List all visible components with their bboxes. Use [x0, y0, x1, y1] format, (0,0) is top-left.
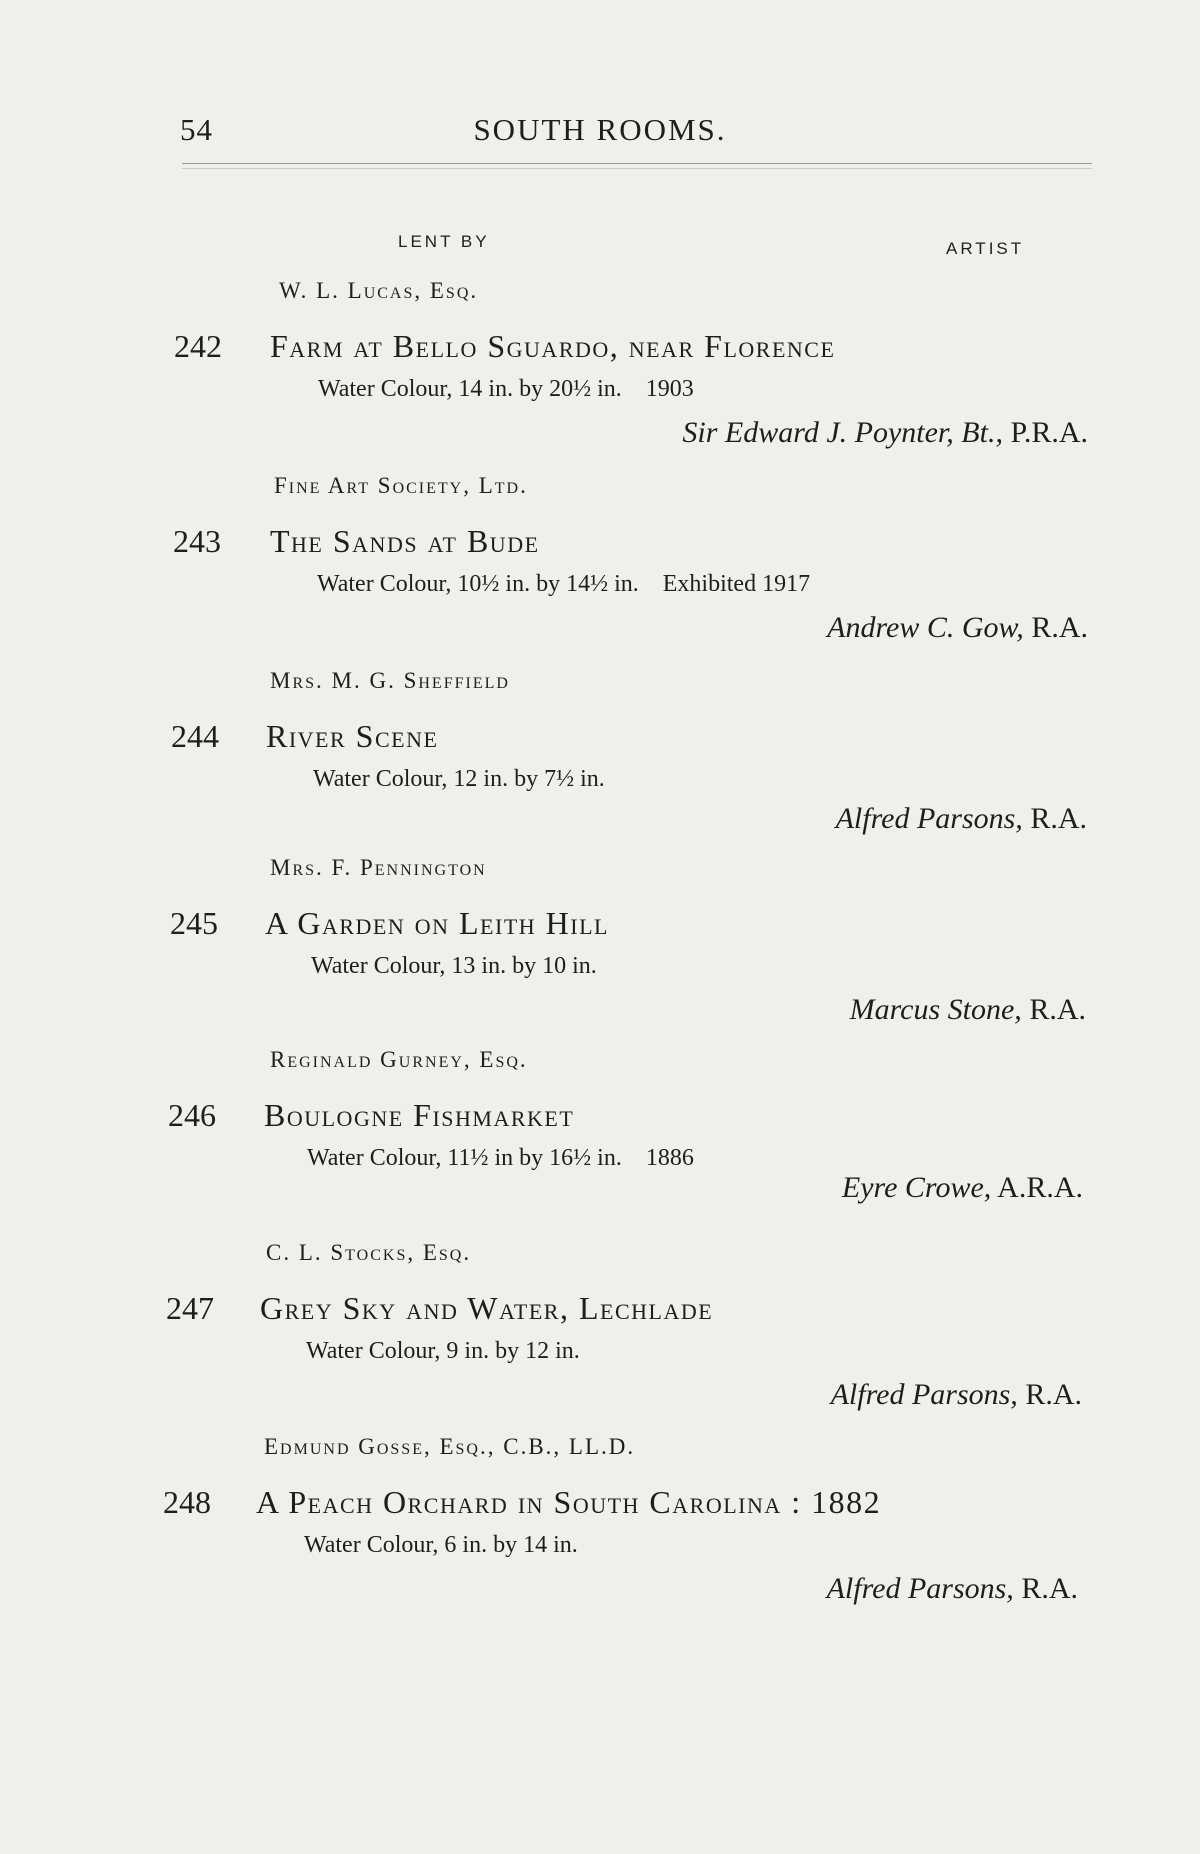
entry-title: River Scene: [266, 718, 439, 754]
artist-credit: [827, 1572, 1078, 1606]
artist-name: Alfred Parsons,: [826, 1572, 1014, 1605]
artist-credit: [827, 611, 1088, 645]
artist-name: Marcus Stone,: [849, 993, 1022, 1026]
lender: C. L. Stocks, Esq.: [266, 1240, 472, 1265]
note: 1886: [645, 1145, 694, 1171]
entry-details: [317, 571, 810, 598]
entry-title: Boulogne Fishmarket: [264, 1097, 575, 1133]
artist-credit: [831, 1378, 1082, 1412]
entry-number: 246: [168, 1097, 216, 1133]
artist-credit: [842, 1171, 1083, 1205]
entry-title: Grey Sky and Water, Lechlade: [260, 1290, 714, 1326]
artist-name: Andrew C. Gow,: [827, 611, 1024, 644]
artist-heading: ARTIST: [946, 239, 1025, 258]
artist-name: Alfred Parsons,: [835, 802, 1023, 835]
running-head: SOUTH ROOMS.: [473, 112, 727, 147]
catalogue-entry: [0, 1240, 1200, 1420]
catalogue-entry: [0, 278, 1200, 458]
catalogue-entry: [0, 1047, 1200, 1227]
entry-details: [306, 1338, 580, 1365]
entry-number: 244: [171, 718, 219, 754]
lender: Edmund Gosse, Esq., C.B., LL.D.: [264, 1434, 636, 1459]
entry-number: 245: [170, 905, 218, 941]
artist-credit: [850, 993, 1086, 1027]
artist-title: R.A.: [1030, 802, 1087, 835]
lender: Mrs. F. Pennington: [270, 855, 487, 880]
header-rule-faint: [182, 168, 1092, 169]
catalogue-entry: [0, 668, 1200, 848]
entry-title: The Sands at Bude: [270, 523, 540, 559]
artist-title: R.A.: [1031, 611, 1088, 644]
entry-details: [307, 1145, 694, 1172]
artist-title: R.A.: [1021, 1572, 1078, 1605]
catalogue-entry: [0, 473, 1200, 653]
page-number: 54: [180, 112, 213, 147]
entry-number: 242: [174, 328, 222, 364]
entry-details: [313, 766, 605, 793]
artist-name: Eyre Crowe,: [841, 1171, 992, 1204]
medium: Water Colour, 14 in. by 20½ in.: [318, 376, 622, 402]
artist-name: Sir Edward J. Poynter, Bt.,: [682, 416, 1003, 449]
entry-title: Farm at Bello Sguardo, near Florence: [270, 328, 836, 364]
entry-number: 243: [173, 523, 221, 559]
artist-title: P.R.A.: [1010, 416, 1088, 449]
entry-title: A Garden on Leith Hill: [265, 905, 609, 941]
catalogue-entry: [0, 1434, 1200, 1614]
lender: Fine Art Society, Ltd.: [274, 473, 528, 498]
artist-title: A.R.A.: [997, 1171, 1083, 1204]
lender: Mrs. M. G. Sheffield: [270, 668, 510, 693]
artist-credit: [682, 416, 1088, 450]
note: 1903: [645, 376, 694, 402]
lent-by-heading: LENT BY: [398, 232, 490, 251]
medium: Water Colour, 13 in. by 10 in.: [311, 953, 597, 979]
medium: Water Colour, 10½ in. by 14½ in.: [317, 571, 639, 597]
artist-credit: [836, 802, 1087, 836]
entry-details: [318, 376, 694, 403]
medium: Water Colour, 11½ in by 16½ in.: [307, 1145, 622, 1171]
medium: Water Colour, 12 in. by 7½ in.: [313, 766, 605, 792]
entry-title: A Peach Orchard in South Carolina : 1882: [256, 1484, 882, 1520]
entry-details: [304, 1532, 578, 1559]
medium: Water Colour, 6 in. by 14 in.: [304, 1532, 578, 1558]
artist-title: R.A.: [1025, 1378, 1082, 1411]
header-rule: [182, 163, 1092, 164]
medium: Water Colour, 9 in. by 12 in.: [306, 1338, 580, 1364]
entry-number: 247: [166, 1290, 214, 1326]
catalogue-entry: [0, 855, 1200, 1035]
artist-name: Alfred Parsons,: [830, 1378, 1018, 1411]
lender: Reginald Gurney, Esq.: [270, 1047, 528, 1072]
artist-title: R.A.: [1029, 993, 1086, 1026]
note: Exhibited 1917: [662, 571, 811, 597]
entry-number: 248: [163, 1484, 211, 1520]
lender: W. L. Lucas, Esq.: [279, 278, 479, 303]
entry-details: [311, 953, 597, 980]
